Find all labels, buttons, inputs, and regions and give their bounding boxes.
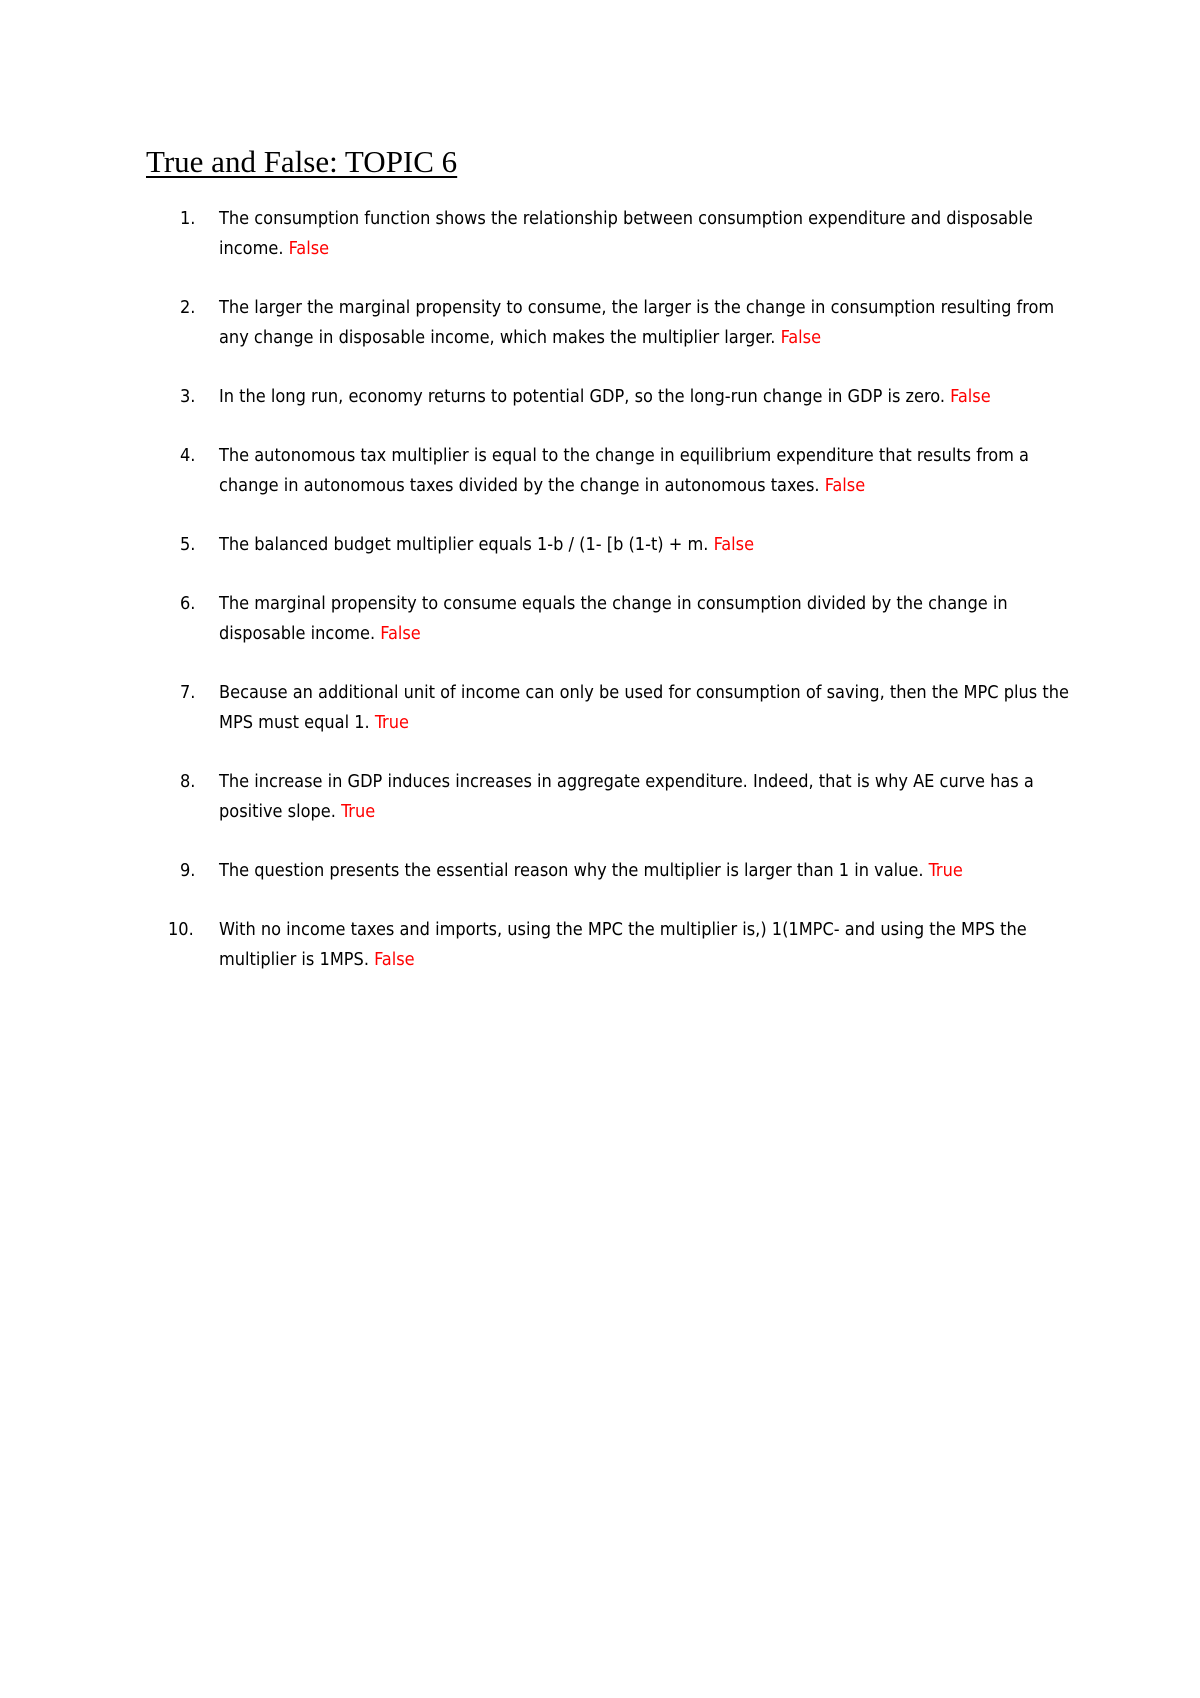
- question-item: [0, 856, 1200, 886]
- question-body: [219, 767, 1069, 827]
- question-body: [219, 678, 1069, 738]
- answer-label: False: [374, 949, 415, 970]
- question-body: [219, 915, 1069, 975]
- question-text: The marginal propensity to consume equals the change in consumption divided by the change in disposable income.: [219, 593, 1008, 644]
- answer-label: False: [380, 623, 421, 644]
- question-item: [0, 678, 1200, 738]
- question-text: With no income taxes and imports, using the MPC the multiplier is,) 1(1MPC- and using the MPS the multiplier is 1MPS.: [219, 919, 1027, 970]
- answer-label: True: [374, 712, 409, 733]
- question-item: [0, 589, 1200, 649]
- question-number: 6.: [180, 593, 196, 614]
- question-item: [0, 915, 1200, 975]
- question-number: 1.: [180, 208, 196, 229]
- question-item: [0, 293, 1200, 353]
- question-text: The question presents the essential reason why the multiplier is larger than 1 in value.: [219, 860, 924, 881]
- page-title: True and False: TOPIC 6: [146, 144, 458, 179]
- question-number: 9.: [180, 860, 196, 881]
- answer-label: False: [950, 386, 991, 407]
- question-number: 4.: [180, 445, 196, 466]
- question-number: 8.: [180, 771, 196, 792]
- question-body: [219, 204, 1069, 264]
- question-body: [219, 441, 1069, 501]
- answer-label: True: [341, 801, 376, 822]
- question-number: 3.: [180, 386, 196, 407]
- question-text: In the long run, economy returns to potential GDP, so the long-run change in GDP is zero.: [219, 386, 946, 407]
- question-item: [0, 382, 1200, 412]
- question-item: [0, 767, 1200, 827]
- answer-label: False: [824, 475, 866, 496]
- question-item: [0, 530, 1200, 560]
- question-text: The autonomous tax multiplier is equal to the change in equilibrium expenditure that results from a change in autonomous taxes divided by the change in autonomous taxes.: [219, 445, 1029, 496]
- question-text: The consumption function shows the relationship between consumption expenditure and disposable income.: [219, 208, 1033, 259]
- question-body: [219, 856, 1069, 886]
- question-number: 7.: [180, 682, 196, 703]
- question-text: The increase in GDP induces increases in aggregate expenditure. Indeed, that is why AE curve has a positive slope.: [219, 771, 1034, 822]
- answer-label: True: [928, 860, 963, 881]
- question-body: [219, 530, 1069, 560]
- question-number: 2.: [180, 297, 196, 318]
- question-item: [0, 441, 1200, 501]
- question-body: [219, 382, 1069, 412]
- question-text: The larger the marginal propensity to consume, the larger is the change in consumption resulting from any change in disposable income, which makes the multiplier larger.: [219, 297, 1055, 348]
- question-item: [0, 204, 1200, 264]
- question-body: [219, 589, 1069, 649]
- question-number: 10.: [168, 919, 194, 940]
- question-text: The balanced budget multiplier equals 1-b / (1- [b (1-t) + m.: [219, 534, 709, 555]
- answer-label: False: [288, 238, 330, 259]
- answer-label: False: [713, 534, 755, 555]
- question-body: [219, 293, 1069, 353]
- question-list: [0, 204, 1200, 1004]
- answer-label: False: [780, 327, 822, 348]
- question-number: 5.: [180, 534, 196, 555]
- question-text: Because an additional unit of income can only be used for consumption of saving, then the MPC plus the MPS must equal 1.: [219, 682, 1069, 733]
